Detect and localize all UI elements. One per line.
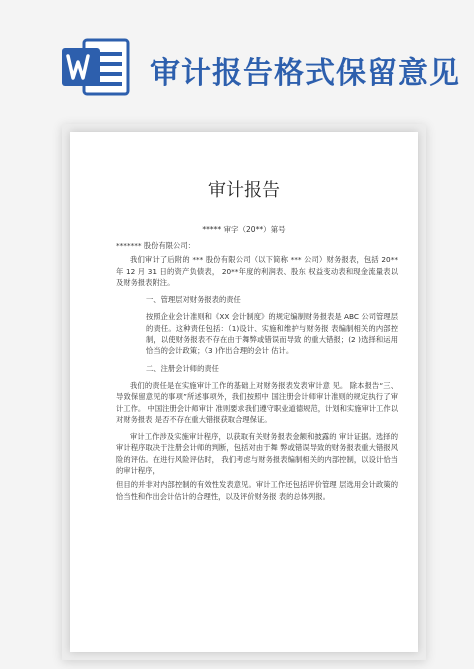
paragraph-auditor-responsibility: 我们的责任是在实施审计工作的基础上对财务报表发表审计意 见。 除本报告“三、导致保留意见的事项”所述事项外，我们按照中 国注册会计师审计准则的规定执行了审计工作。 中国注册会计师审计 准则要求我们遵守职业道德规范，计划和实施审计工作以对财务报表 是否不存在重大错报获取合理保证。 [116,380,398,424]
paragraph-scope: 我们审计了后附的 *** 股份有限公司（以下简称 *** 公司）财务报表，包括 20** 年 12 月 31 日的资产负债表， 20**年度的利润表、股东 权益变动表和现金流量表以及财务报表附注。 [116,255,398,287]
document-number: ***** 审字（20**）第号 [202,225,286,234]
header-banner [0,0,474,110]
paragraph-management-responsibility: 按照企业会计准则和《XX 会计制度》的规定编制财务报表是 ABC 公司管理层的责任。这种责任包括：（1)设计、实施和维护与财务报 表编制相关的内部控制，以使财务报表不存在由于舞弊或错误而导致 的重大错报；(2 )选择和运用恰当的会计政策；（3 )作出合理的会计 估计。 [146,312,398,356]
word-icon [60,36,132,98]
paragraph-audit-procedures: 审计工作涉及实施审计程序，以获取有关财务报表金额和披露的 审计证据。选择的审计程序取决于注册会计师的判断，包括对由于舞 弊或错误导致的财务报表重大错报风险的评估。在进行风险评估时， 我们考虑与财务报表编制相关的内部控制，以设计恰当的审计程序， [116,432,398,476]
heading-management-responsibility: 一、管理层对财务报表的责任 [146,295,241,305]
document-body [116,240,398,502]
addressee: ******* 股份有限公司： [116,241,195,250]
heading-auditor-responsibility: 二、注册会计师的责任 [146,363,219,373]
banner-title: 审计报告格式保留意见 [150,56,460,91]
document-page [70,132,418,652]
document-title: 审计报告 [208,180,280,201]
paragraph-internal-control: 但目的并非对内部控制的有效性发表意见。审计工作还包括评价管理 层选用会计政策的恰当性和作出会计估计的合理性，以及评价财务报 表的总体列报。 [116,480,398,501]
